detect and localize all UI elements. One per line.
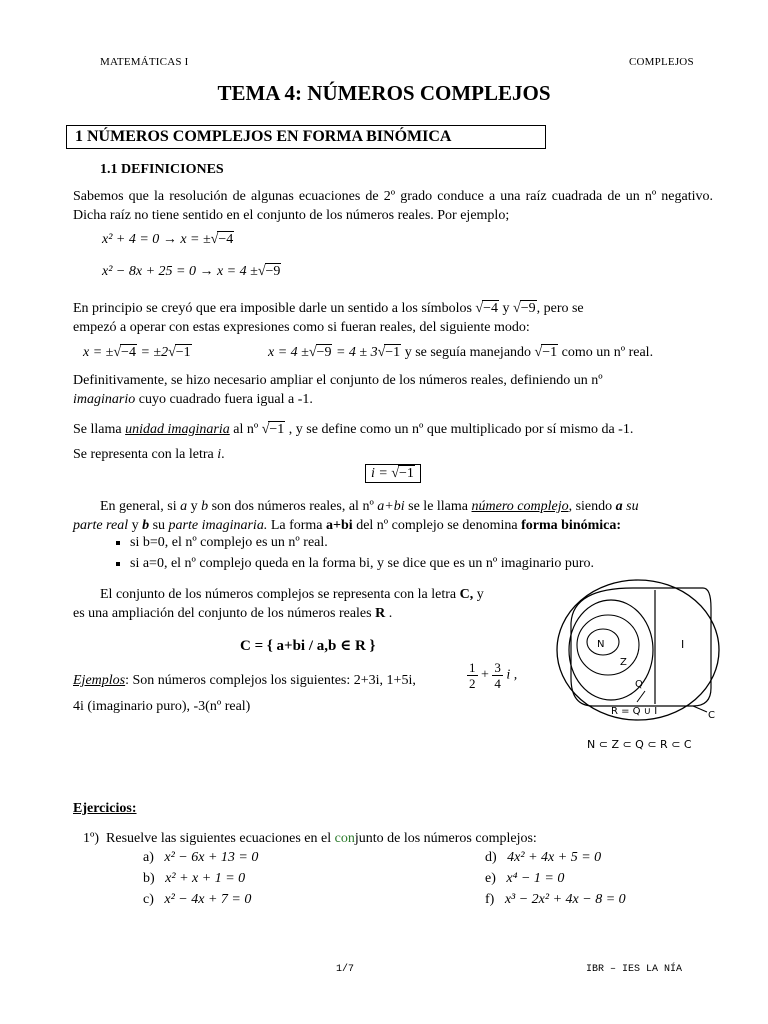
exercise-item-f: f) x³ − 2x² + 4x − 8 = 0: [485, 892, 626, 907]
list-item: ▪ si a=0, el nº complejo queda en la forma bi, y se dice que es un nº imaginario puro.: [130, 554, 730, 573]
section-heading: 1 NÚMEROS COMPLEJOS EN FORMA BINÓMICA: [75, 128, 452, 145]
header-right: COMPLEJOS: [629, 56, 694, 68]
r-pointer-line: [637, 691, 645, 702]
label-n: N: [597, 639, 605, 650]
exercise-1-statement: 1º) Resuelve las siguientes ecuaciones en el conjunto de los números complejos:: [83, 831, 537, 846]
number-sets-diagram: [553, 578, 723, 758]
exercise-item-e: e) x⁴ − 1 = 0: [485, 871, 565, 886]
exercise-item-a: a) x² − 6x + 13 = 0: [143, 850, 259, 865]
paragraph-letter-i: Se representa con la letra i.: [73, 447, 225, 462]
label-i: I: [681, 638, 685, 651]
label-r-equation: R = Q ∪ I: [611, 706, 658, 717]
equation-1: x² + 4 = 0 → x = ±√−4: [102, 232, 234, 247]
exercise-item-c: c) x² − 4x + 7 = 0: [143, 892, 252, 907]
paragraph-definition: Definitivamente, se hizo necesario ampliar el conjunto de los números reales, definiendo un nº imaginario cuyo cuadrado fuera igual a -1.: [73, 373, 603, 407]
footer-page-number: 1/7: [336, 964, 355, 975]
set-z-ellipse: [577, 615, 639, 675]
examples-line-2: 4i (imaginario puro), -3(nº real): [73, 699, 251, 714]
exercises-title: Ejercicios:: [73, 801, 137, 816]
label-c: C: [708, 710, 715, 721]
equation-3: x = ±√−4 = ±2√−1: [83, 345, 191, 360]
examples-line: Ejemplos: Son números complejos los siguientes: 2+3i, 1+5i,: [73, 673, 416, 688]
examples-fraction: $\frac{1}{2}$ + $\frac{3}{4}$ i ,: [469, 660, 518, 691]
exercise-item-d: d) 4x² + 4x + 5 = 0: [485, 850, 602, 865]
paragraph-intro: Sabemos que la resolución de algunas ecuaciones de 2º grado conduce a una raíz cuadrada de un nº negativo. Dicha raíz no tiene sentido en el conjunto de los números reales. Por ejemplo;: [73, 189, 713, 223]
subsection-heading: 1.1 DEFINICIONES: [100, 162, 224, 177]
header-left: MATEMÁTICAS I: [100, 56, 189, 68]
list-item: ▪ si b=0, el nº complejo es un nº real.: [130, 533, 730, 552]
bullet-list: [115, 533, 730, 575]
paragraph-set-c: El conjunto de los números complejos se representa con la letra C, y es una ampliación del conjunto de los números reales R .: [73, 587, 484, 621]
label-q: Q: [635, 679, 643, 690]
c-pointer-line: [693, 706, 707, 712]
exercise-item-b: b) x² + x + 1 = 0: [143, 871, 246, 886]
boxed-equation: i = √−1: [365, 466, 421, 482]
paragraph-imaginary-unit: Se llama unidad imaginaria al nº √−1 , y se define como un nº que multiplicado por sí mismo da -1.: [73, 422, 634, 437]
paragraph-symbols-2: empezó a operar con estas expresiones como si fueran reales, del siguiente modo:: [73, 320, 530, 335]
equation-2: x² − 8x + 25 = 0 → x = 4 ±√−9: [102, 264, 281, 279]
page-title: TEMA 4: NÚMEROS COMPLEJOS: [217, 81, 551, 105]
set-definition: C = { a+bi / a,b ∈ R }: [240, 638, 376, 654]
paragraph-complex-number: En general, si a y b son dos números reales, al nº a+bi se le llama número complejo, siendo a su parte real y b su parte imaginaria. La forma a+bi del nº complejo se denomina forma binómica:: [73, 499, 639, 533]
paragraph-symbols: En principio se creyó que era imposible darle un sentido a los símbolos √−4 y √−9, pero se: [73, 301, 584, 316]
section-heading-box: [66, 125, 546, 149]
label-z: Z: [620, 657, 627, 668]
footer-right: IBR – IES LA NÍA: [586, 964, 683, 975]
equation-4: x = 4 ±√−9 = 4 ± 3√−1 y se seguía manejando √−1 como un nº real.: [268, 345, 654, 360]
label-inclusion-chain: N ⊂ Z ⊂ Q ⊂ R ⊂ C: [587, 738, 692, 751]
